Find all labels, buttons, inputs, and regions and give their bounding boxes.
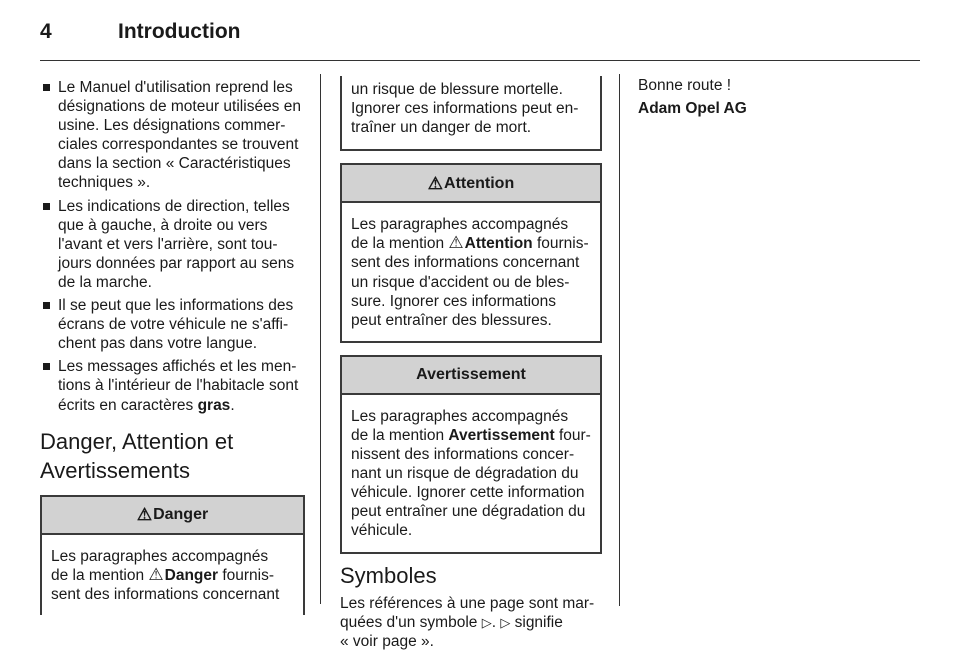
page-title: Introduction (118, 20, 241, 43)
bullet-icon (43, 84, 50, 91)
avertissement-box-body: Les paragraphes accompagnés de la mention Avertissement four- nissent des informations concer- nant un risque de dégradation du véhicule. Ignorer cette information peut entraîner une dégradation du véhicule. (351, 407, 591, 540)
column-3 (638, 76, 918, 118)
danger-box-header: ⚠ Danger (42, 497, 303, 535)
page-header (40, 18, 920, 62)
danger-box-continued: un risque de blessure mortelle. Ignorer ces informations peut en- traîner un danger de mort. (340, 76, 602, 151)
column-divider-2 (619, 74, 620, 606)
list-item: Il se peut que les informations des écrans de votre véhicule ne s'affi- chent pas dans votre langue. (40, 296, 305, 353)
list-item: Les indications de direction, telles que à gauche, à droite ou vers l'avant et vers l'arrière, sont tou- jours données par rapport au sens de la marche. (40, 197, 305, 292)
attention-box-body: Les paragraphes accompagnés de la mention ⚠Attention fournis- sent des informations concernant un risque d'accident ou de bles- sure. Ignorer ces informations peut entraîner des blessures. (351, 216, 589, 329)
warning-icon: ⚠ (427, 173, 444, 193)
page-reference-icon: ▷ (481, 614, 492, 630)
warning-icon: ⚠ (148, 564, 164, 584)
page-number: 4 (40, 20, 52, 43)
section-heading: Symboles (340, 562, 437, 588)
header-rule (40, 60, 920, 61)
symboles-paragraph: Les références à une page sont mar- quées d'un symbole ▷. ▷ signifie « voir page ». (340, 594, 595, 650)
danger-box (40, 495, 305, 615)
avertissement-box (340, 355, 602, 554)
column-2 (340, 76, 602, 651)
column-divider-1 (320, 74, 321, 604)
avertissement-box-header: Avertissement (342, 357, 600, 395)
column-1 (40, 78, 305, 615)
bullet-icon (43, 203, 50, 210)
closing-greeting: Bonne route ! (638, 77, 732, 94)
section-heading: Danger, Attention et Avertissements (40, 428, 234, 483)
warning-icon: ⚠ (136, 505, 153, 525)
warning-icon: ⚠ (448, 233, 464, 253)
attention-box (340, 163, 602, 343)
list-item: Les messages affichés et les men- tions à l'intérieur de l'habitacle sont écrits en caractères gras. (40, 357, 305, 414)
signature: Adam Opel AG (638, 100, 747, 118)
danger-box-body: Les paragraphes accompagnés de la mention ⚠Danger fournis- sent des informations concernant (51, 547, 280, 603)
bullet-icon (43, 363, 50, 370)
attention-box-header: ⚠ Attention (342, 165, 600, 203)
page-reference-icon: ▷ (500, 614, 511, 630)
bullet-icon (43, 302, 50, 309)
list-item: Le Manuel d'utilisation reprend les désignations de moteur utilisées en usine. Les désignations commer- ciales correspondantes se trouvent dans la section « Caractéristiques techniques ». (40, 78, 305, 193)
bold-term: gras (197, 396, 231, 414)
